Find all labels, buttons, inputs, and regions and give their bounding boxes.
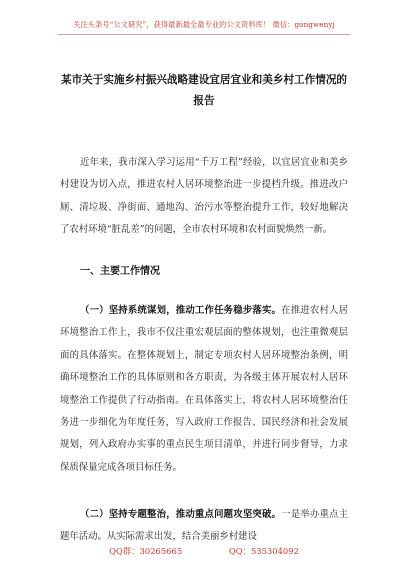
item2-body: 一是举办重点主题年活动。从实际需求出发，结合美丽乡村建设	[60, 509, 348, 543]
qq-contact: QQ：535304092	[228, 546, 299, 556]
header-divider	[58, 34, 350, 35]
promo-header: 关注头条号“公文研究”，获得最新最全最专业的公文资料库！ 微信：gongwenyj	[73, 20, 335, 29]
item2-title: （二）坚持专题整治，推动重点问题攻坚突破。	[80, 509, 282, 520]
item2-paragraph	[60, 504, 348, 549]
item1-body: 在推进农村人居环境整治工作上，我市不仅注重宏观层面的整体规划，也注重微观层面的具体落实。在整体规划上，制定专项农村人居环境整治条例，明确环境整治工作的具体原则和各方职责，为各级主体开展农村人居环境整治工作提供了行动指南。在具体落实上，将农村人居环境整治任务进一步细化为年度任务，写入政府工作报告、国民经济和社会发展规划，列入政府办实事的重点民生项目清单，并进行同步督导，力求保质保量完成各项目标任务。	[60, 305, 348, 473]
document-title: 某市关于实施乡村振兴战略建设宜居宜业和美乡村工作情况的报告	[60, 74, 348, 107]
promo-footer	[0, 545, 408, 557]
item1-paragraph	[60, 300, 348, 479]
qq-group: QQ群：30265665	[109, 546, 183, 556]
intro-paragraph: 近年来，我市深入学习运用“千万工程”经验，以宜居宜业和美乡村建设为切入点，推进农村人居环境整治进一步提档升级。推进改户厕、清垃圾、净街面、通地沟、治污水等整治提升工作，较好地解决了农村环境“脏乱差”的问题，全市农村环境和农村面貌焕然一新。	[60, 157, 348, 236]
item1-title: （一）坚持系统谋划，推动工作任务稳步落实。	[80, 305, 282, 316]
section-heading: 一、主要工作情况	[80, 266, 160, 277]
